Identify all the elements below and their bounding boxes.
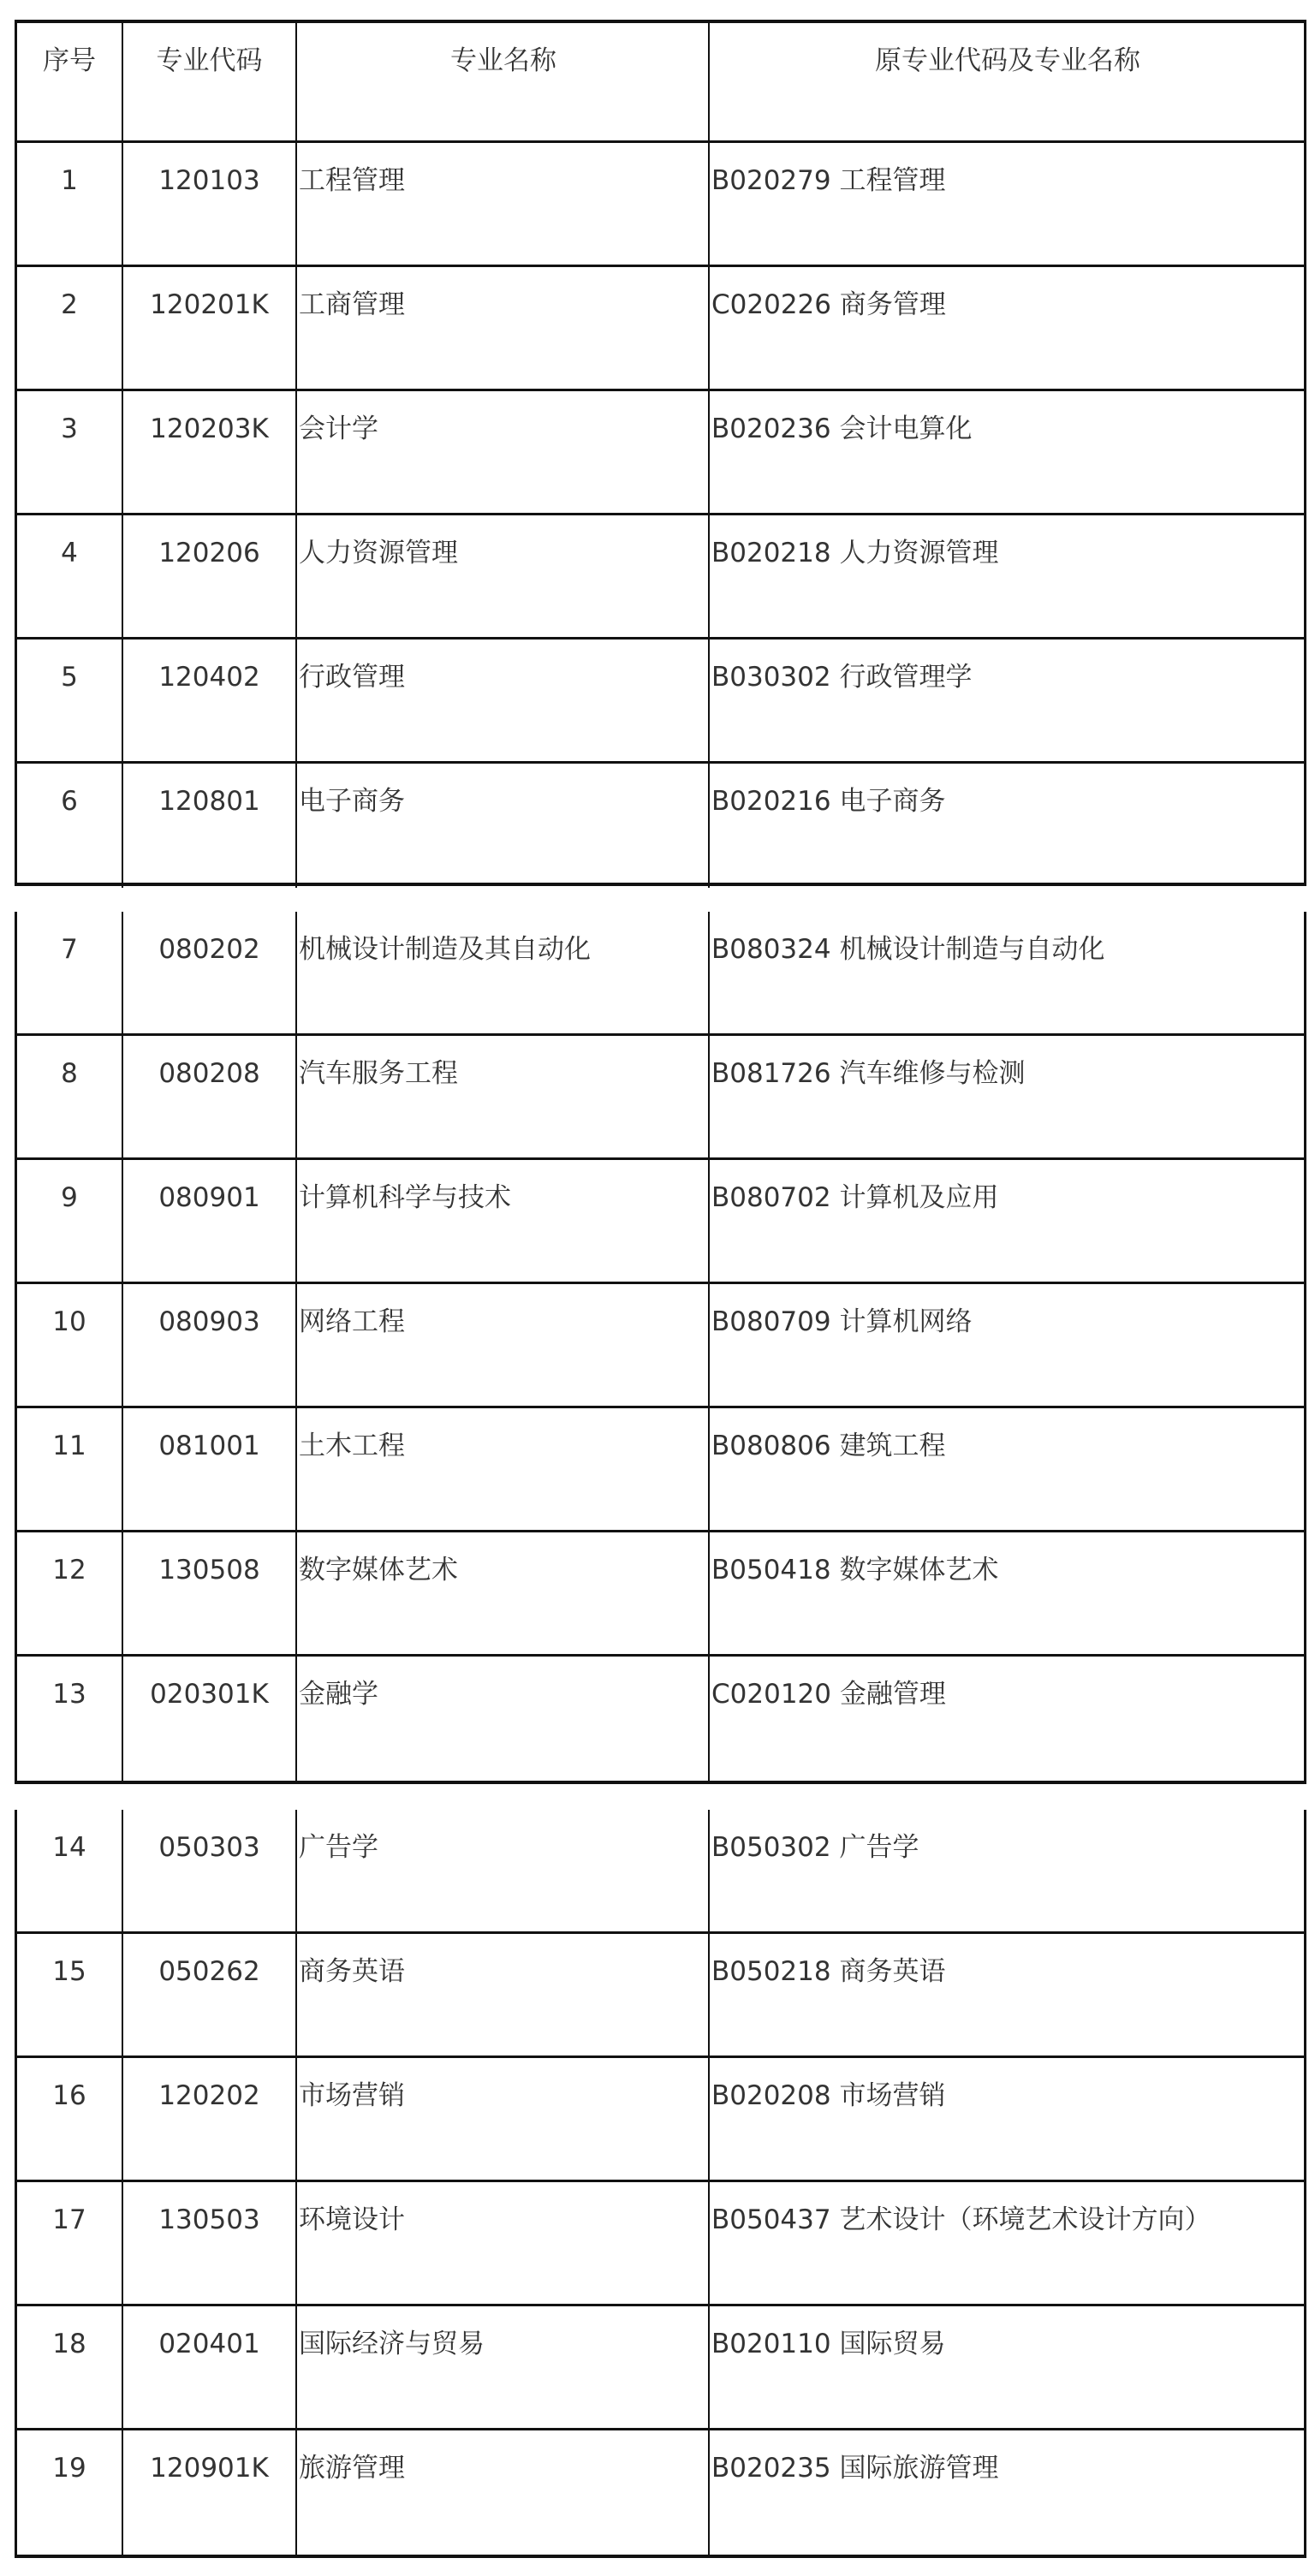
cell-major-code: 080903 <box>123 1284 297 1406</box>
header-index: 序号 <box>17 23 123 140</box>
cell-index: 18 <box>17 2306 123 2428</box>
table-row <box>17 391 1304 515</box>
cell-major-code: 130503 <box>123 2182 297 2304</box>
cell-major-code: 120801 <box>123 764 297 888</box>
cell-index: 13 <box>17 1657 123 1781</box>
table-row <box>17 1036 1304 1160</box>
table-row <box>17 1532 1304 1657</box>
cell-major-code: 020401 <box>123 2306 297 2428</box>
cell-original-major: C020120 金融管理 <box>711 1679 946 1710</box>
cell-index: 17 <box>17 2182 123 2304</box>
table-row <box>17 1934 1304 2058</box>
cell-major-name: 人力资源管理 <box>297 515 710 637</box>
header-original-major: 原专业代码及专业名称 <box>875 45 1140 76</box>
cell-major-code: 080901 <box>123 1160 297 1282</box>
cell-major-code: 120201K <box>123 267 297 389</box>
cell-major-name: 汽车服务工程 <box>297 1036 710 1157</box>
cell-major-code: 120103 <box>123 143 297 265</box>
cell-major-code: 050262 <box>123 1934 297 2055</box>
cell-major-name: 广告学 <box>297 1810 710 1931</box>
cell-major-name: 环境设计 <box>297 2182 710 2304</box>
cell-original-major: B030302 行政管理学 <box>711 662 973 693</box>
cell-major-name: 计算机科学与技术 <box>297 1160 710 1282</box>
cell-index: 11 <box>17 1408 123 1530</box>
cell-original-major: B020279 工程管理 <box>711 165 946 196</box>
cell-original-major: B050302 广告学 <box>711 1832 919 1863</box>
cell-major-name: 工程管理 <box>297 143 710 265</box>
table-row <box>17 2058 1304 2182</box>
cell-index: 6 <box>17 764 123 888</box>
cell-index: 10 <box>17 1284 123 1406</box>
cell-index: 12 <box>17 1532 123 1654</box>
cell-original-major: B050437 艺术设计（环境艺术设计方向） <box>711 2204 1211 2235</box>
header-major-name: 专业名称 <box>297 23 710 140</box>
cell-original-major: B020235 国际旅游管理 <box>711 2453 999 2484</box>
cell-major-name: 网络工程 <box>297 1284 710 1406</box>
cell-major-name: 国际经济与贸易 <box>297 2306 710 2428</box>
header-major-code: 专业代码 <box>123 23 297 140</box>
table-row <box>17 1284 1304 1408</box>
table-row <box>17 1160 1304 1284</box>
cell-original-major: B080709 计算机网络 <box>711 1306 973 1337</box>
table-row <box>17 2306 1304 2430</box>
cell-original-major: B080324 机械设计制造与自动化 <box>711 934 1105 965</box>
table-row <box>17 2182 1304 2306</box>
cell-original-major: B020110 国际贸易 <box>711 2329 946 2359</box>
cell-index: 1 <box>17 143 123 265</box>
cell-original-major: B080806 建筑工程 <box>711 1431 946 1461</box>
cell-index: 16 <box>17 2058 123 2180</box>
table-section-3 <box>15 1810 1306 2558</box>
table-row <box>17 764 1304 888</box>
table-row <box>17 143 1304 267</box>
cell-major-code: 020301K <box>123 1657 297 1781</box>
cell-index: 9 <box>17 1160 123 1282</box>
cell-major-code: 120202 <box>123 2058 297 2180</box>
table-row <box>17 515 1304 640</box>
cell-original-major: B020218 人力资源管理 <box>711 538 999 568</box>
table-row <box>17 640 1304 764</box>
cell-original-major: C020226 商务管理 <box>711 289 946 320</box>
table-row <box>17 267 1304 391</box>
cell-major-name: 土木工程 <box>297 1408 710 1530</box>
cell-major-name: 市场营销 <box>297 2058 710 2180</box>
cell-index: 19 <box>17 2430 123 2555</box>
cell-major-name: 工商管理 <box>297 267 710 389</box>
cell-original-major: B050418 数字媒体艺术 <box>711 1555 999 1585</box>
cell-original-major: B081726 汽车维修与检测 <box>711 1058 1026 1089</box>
cell-index: 2 <box>17 267 123 389</box>
cell-original-major: B020216 电子商务 <box>711 786 946 817</box>
cell-major-code: 080208 <box>123 1036 297 1157</box>
cell-index: 4 <box>17 515 123 637</box>
cell-index: 8 <box>17 1036 123 1157</box>
cell-major-code: 120203K <box>123 391 297 513</box>
cell-major-code: 120206 <box>123 515 297 637</box>
table-row <box>17 912 1304 1036</box>
cell-index: 3 <box>17 391 123 513</box>
cell-original-major: B020208 市场营销 <box>711 2080 946 2111</box>
table-row <box>17 1657 1304 1781</box>
table-header-row <box>17 23 1304 143</box>
cell-major-code: 130508 <box>123 1532 297 1654</box>
table-row <box>17 1810 1304 1934</box>
table-row <box>17 1408 1304 1532</box>
cell-major-code: 120402 <box>123 640 297 761</box>
cell-major-name: 电子商务 <box>297 764 710 888</box>
cell-major-name: 会计学 <box>297 391 710 513</box>
cell-index: 14 <box>17 1810 123 1931</box>
cell-major-code: 050303 <box>123 1810 297 1931</box>
cell-major-name: 数字媒体艺术 <box>297 1532 710 1654</box>
cell-major-name: 金融学 <box>297 1657 710 1781</box>
cell-major-code: 081001 <box>123 1408 297 1530</box>
cell-index: 5 <box>17 640 123 761</box>
cell-major-name: 机械设计制造及其自动化 <box>297 912 710 1033</box>
cell-major-code: 080202 <box>123 912 297 1033</box>
cell-major-name: 商务英语 <box>297 1934 710 2055</box>
table-row <box>17 2430 1304 2555</box>
cell-major-name: 旅游管理 <box>297 2430 710 2555</box>
cell-original-major: B050218 商务英语 <box>711 1956 946 1987</box>
cell-index: 15 <box>17 1934 123 2055</box>
cell-index: 7 <box>17 912 123 1033</box>
cell-original-major: B080702 计算机及应用 <box>711 1182 999 1213</box>
table-section-1 <box>15 20 1306 886</box>
cell-major-name: 行政管理 <box>297 640 710 761</box>
table-section-2 <box>15 912 1306 1784</box>
cell-original-major: B020236 会计电算化 <box>711 413 973 444</box>
cell-major-code: 120901K <box>123 2430 297 2555</box>
